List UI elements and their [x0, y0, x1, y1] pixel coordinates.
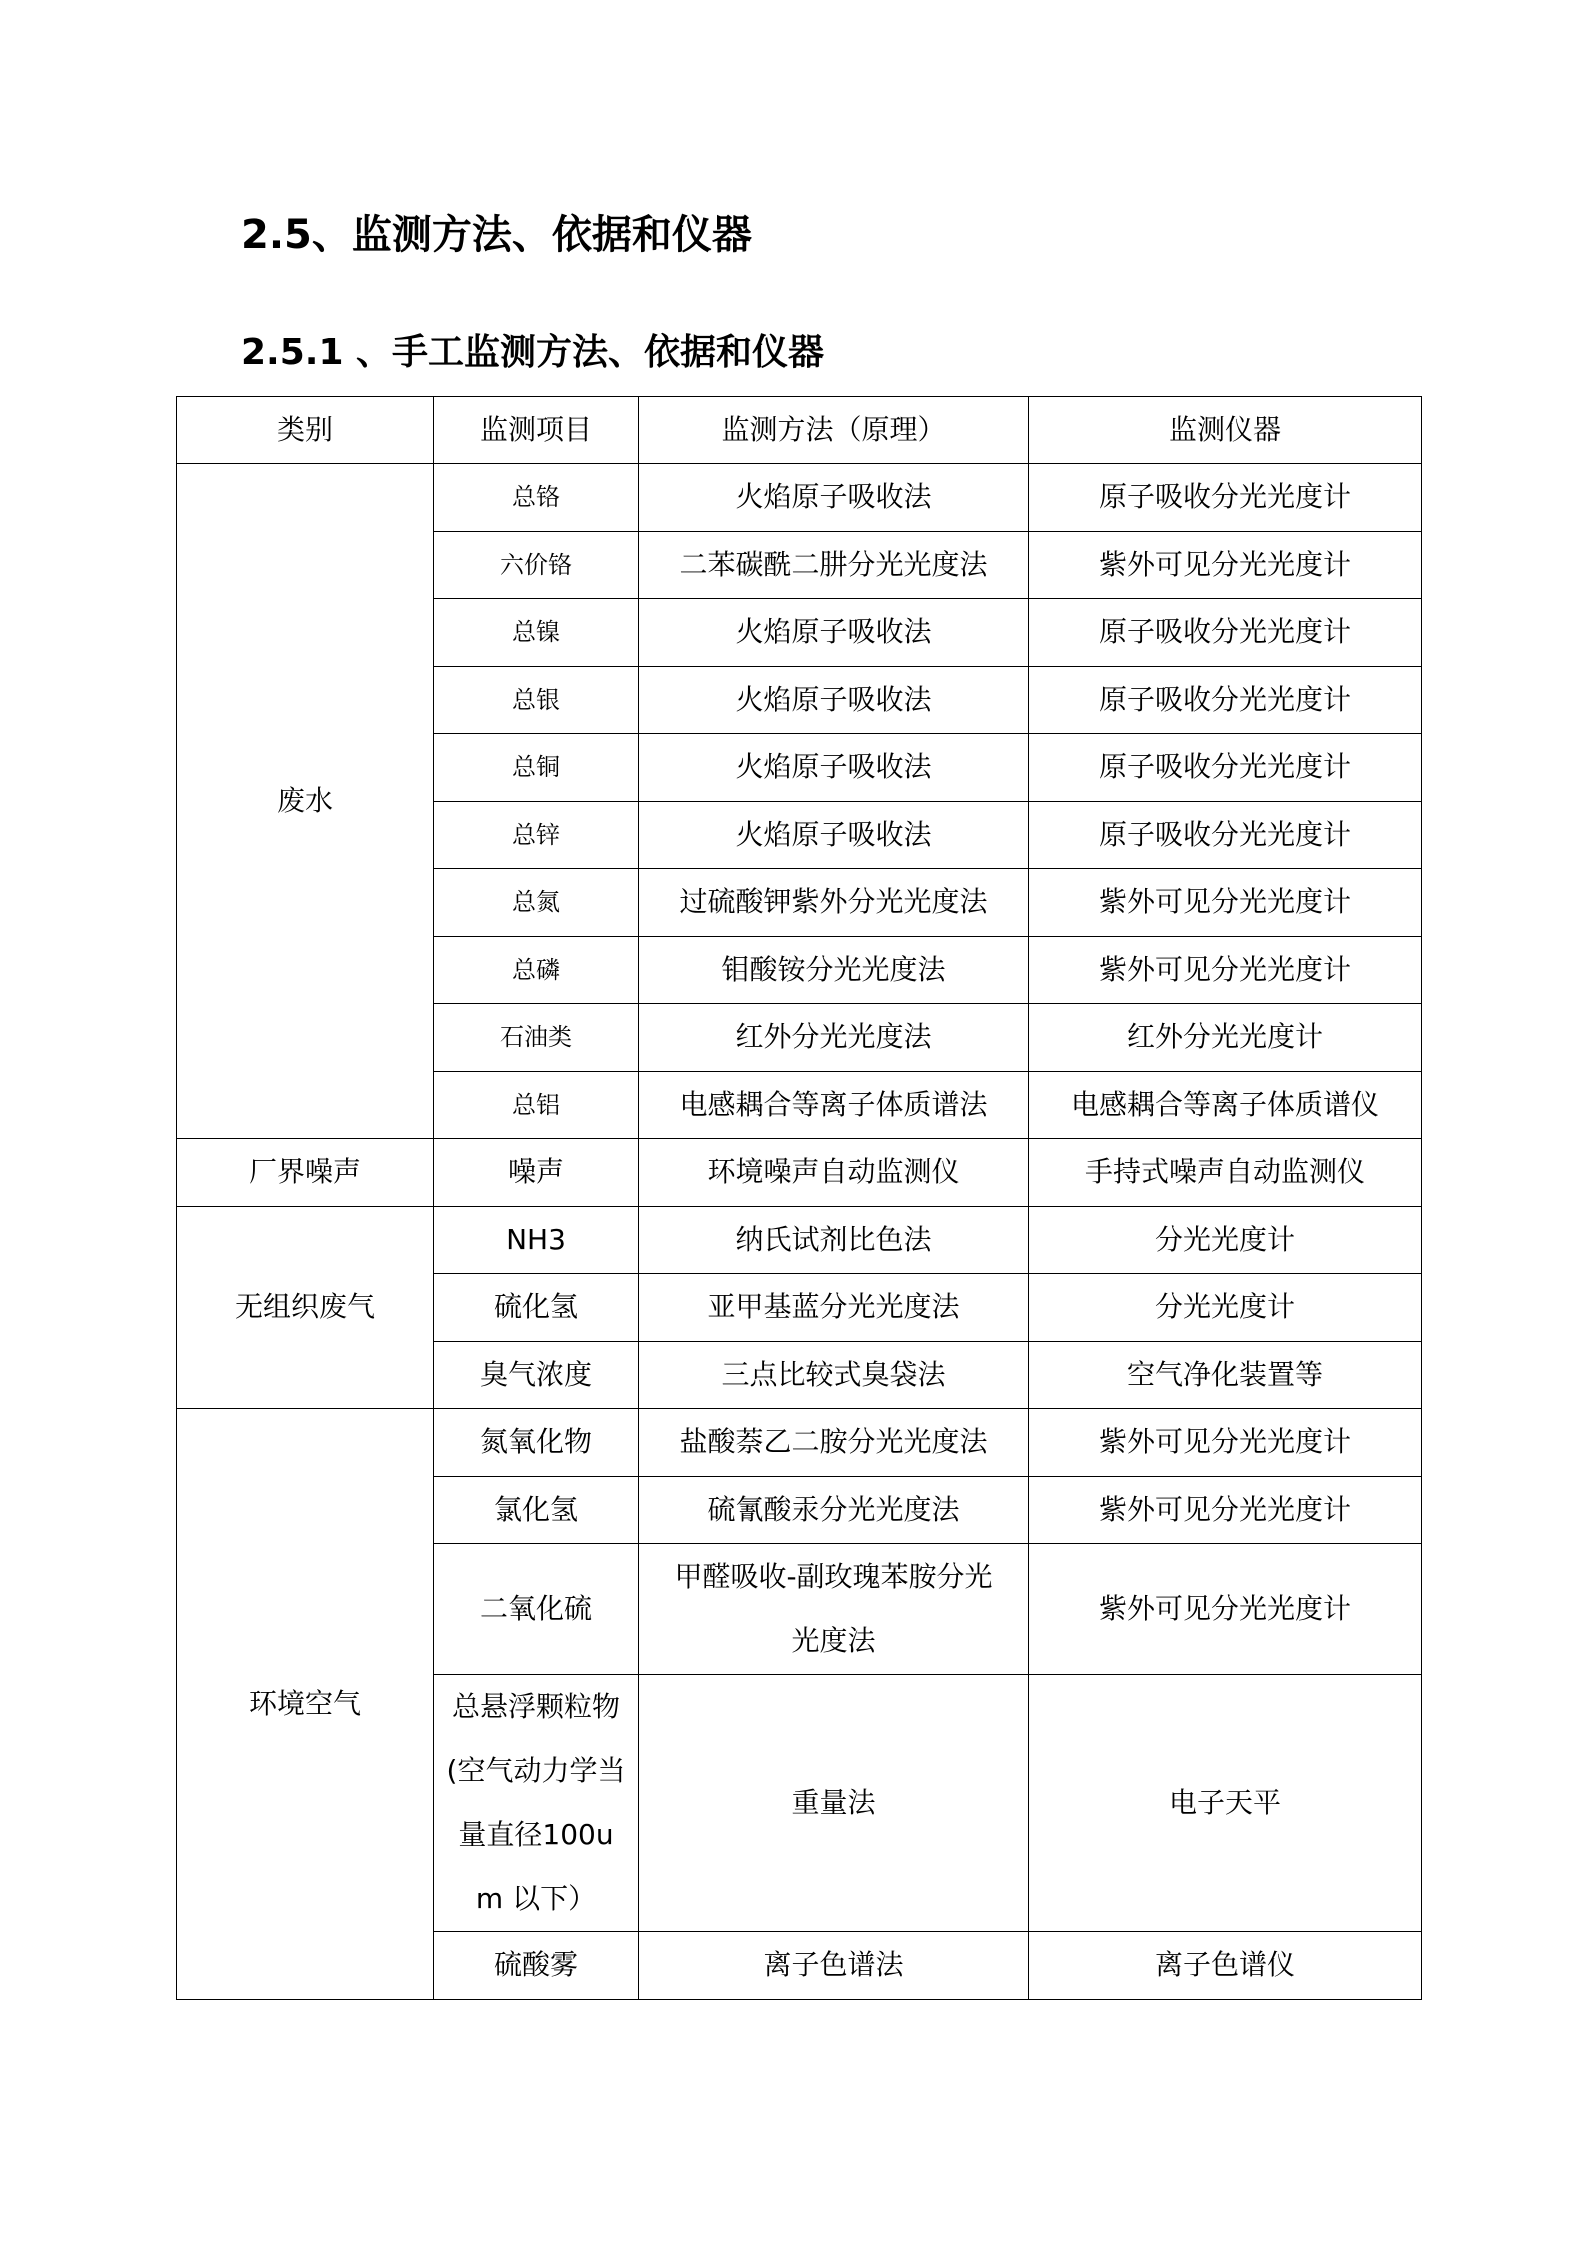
item-cell: 总悬浮颗粒物(空气动力学当量直径100um 以下） — [434, 1675, 639, 1932]
item-cell: 二氧化硫 — [434, 1544, 639, 1675]
table-row — [177, 1139, 1422, 1207]
item-cell: 总镍 — [434, 599, 639, 667]
header-method: 监测方法（原理） — [639, 397, 1029, 464]
item-cell: 氮氧化物 — [434, 1409, 639, 1477]
subsection-heading: 2.5.1 、手工监测方法、依据和仪器 — [241, 332, 825, 373]
instrument-cell: 原子吸收分光光度计 — [1029, 734, 1422, 802]
category-cell: 厂界噪声 — [177, 1139, 434, 1207]
item-cell: 总铝 — [434, 1071, 639, 1139]
item-cell: 臭气浓度 — [434, 1341, 639, 1409]
header-category: 类别 — [177, 397, 434, 464]
item-cell: 总锌 — [434, 801, 639, 869]
instrument-cell: 空气净化装置等 — [1029, 1341, 1422, 1409]
category-cell: 环境空气 — [177, 1409, 434, 2000]
instrument-cell: 紫外可见分光光度计 — [1029, 531, 1422, 599]
instrument-cell: 红外分光光度计 — [1029, 1004, 1422, 1072]
method-cell: 红外分光光度法 — [639, 1004, 1029, 1072]
item-cell: 总铬 — [434, 464, 639, 532]
header-instrument: 监测仪器 — [1029, 397, 1422, 464]
method-cell: 电感耦合等离子体质谱法 — [639, 1071, 1029, 1139]
instrument-cell: 紫外可见分光光度计 — [1029, 869, 1422, 937]
item-cell: NH3 — [434, 1206, 639, 1274]
method-cell: 火焰原子吸收法 — [639, 666, 1029, 734]
instrument-cell: 电感耦合等离子体质谱仪 — [1029, 1071, 1422, 1139]
instrument-cell: 手持式噪声自动监测仪 — [1029, 1139, 1422, 1207]
instrument-cell: 原子吸收分光光度计 — [1029, 464, 1422, 532]
method-cell: 离子色谱法 — [639, 1932, 1029, 2000]
item-cell: 硫化氢 — [434, 1274, 639, 1342]
instrument-cell: 紫外可见分光光度计 — [1029, 1409, 1422, 1477]
item-cell: 总氮 — [434, 869, 639, 937]
item-cell: 氯化氢 — [434, 1476, 639, 1544]
method-cell: 火焰原子吸收法 — [639, 801, 1029, 869]
method-cell: 过硫酸钾紫外分光光度法 — [639, 869, 1029, 937]
method-cell: 火焰原子吸收法 — [639, 464, 1029, 532]
method-cell: 三点比较式臭袋法 — [639, 1341, 1029, 1409]
instrument-cell: 分光光度计 — [1029, 1274, 1422, 1342]
category-cell: 无组织废气 — [177, 1206, 434, 1409]
method-cell: 火焰原子吸收法 — [639, 599, 1029, 667]
instrument-cell: 原子吸收分光光度计 — [1029, 801, 1422, 869]
section-heading: 2.5、监测方法、依据和仪器 — [241, 212, 752, 258]
method-cell: 盐酸萘乙二胺分光光度法 — [639, 1409, 1029, 1477]
instrument-cell: 原子吸收分光光度计 — [1029, 599, 1422, 667]
method-cell: 硫氰酸汞分光光度法 — [639, 1476, 1029, 1544]
header-item: 监测项目 — [434, 397, 639, 464]
item-cell: 六价铬 — [434, 531, 639, 599]
instrument-cell: 离子色谱仪 — [1029, 1932, 1422, 2000]
method-cell: 二苯碳酰二肼分光光度法 — [639, 531, 1029, 599]
method-cell: 亚甲基蓝分光光度法 — [639, 1274, 1029, 1342]
method-cell: 环境噪声自动监测仪 — [639, 1139, 1029, 1207]
item-cell: 总铜 — [434, 734, 639, 802]
instrument-cell: 紫外可见分光光度计 — [1029, 1544, 1422, 1675]
table-row — [177, 464, 1422, 532]
item-cell: 总磷 — [434, 936, 639, 1004]
method-cell: 重量法 — [639, 1675, 1029, 1932]
item-cell: 总银 — [434, 666, 639, 734]
method-cell: 火焰原子吸收法 — [639, 734, 1029, 802]
method-cell: 纳氏试剂比色法 — [639, 1206, 1029, 1274]
item-cell: 硫酸雾 — [434, 1932, 639, 2000]
method-cell: 钼酸铵分光光度法 — [639, 936, 1029, 1004]
monitoring-methods-table — [176, 396, 1422, 2000]
table-header-row — [177, 397, 1422, 464]
instrument-cell: 原子吸收分光光度计 — [1029, 666, 1422, 734]
table-row — [177, 1206, 1422, 1274]
category-cell: 废水 — [177, 464, 434, 1139]
item-cell: 石油类 — [434, 1004, 639, 1072]
instrument-cell: 分光光度计 — [1029, 1206, 1422, 1274]
instrument-cell: 紫外可见分光光度计 — [1029, 1476, 1422, 1544]
instrument-cell: 紫外可见分光光度计 — [1029, 936, 1422, 1004]
method-cell: 甲醛吸收-副玫瑰苯胺分光光度法 — [639, 1544, 1029, 1675]
instrument-cell: 电子天平 — [1029, 1675, 1422, 1932]
table-row — [177, 1409, 1422, 1477]
item-cell: 噪声 — [434, 1139, 639, 1207]
